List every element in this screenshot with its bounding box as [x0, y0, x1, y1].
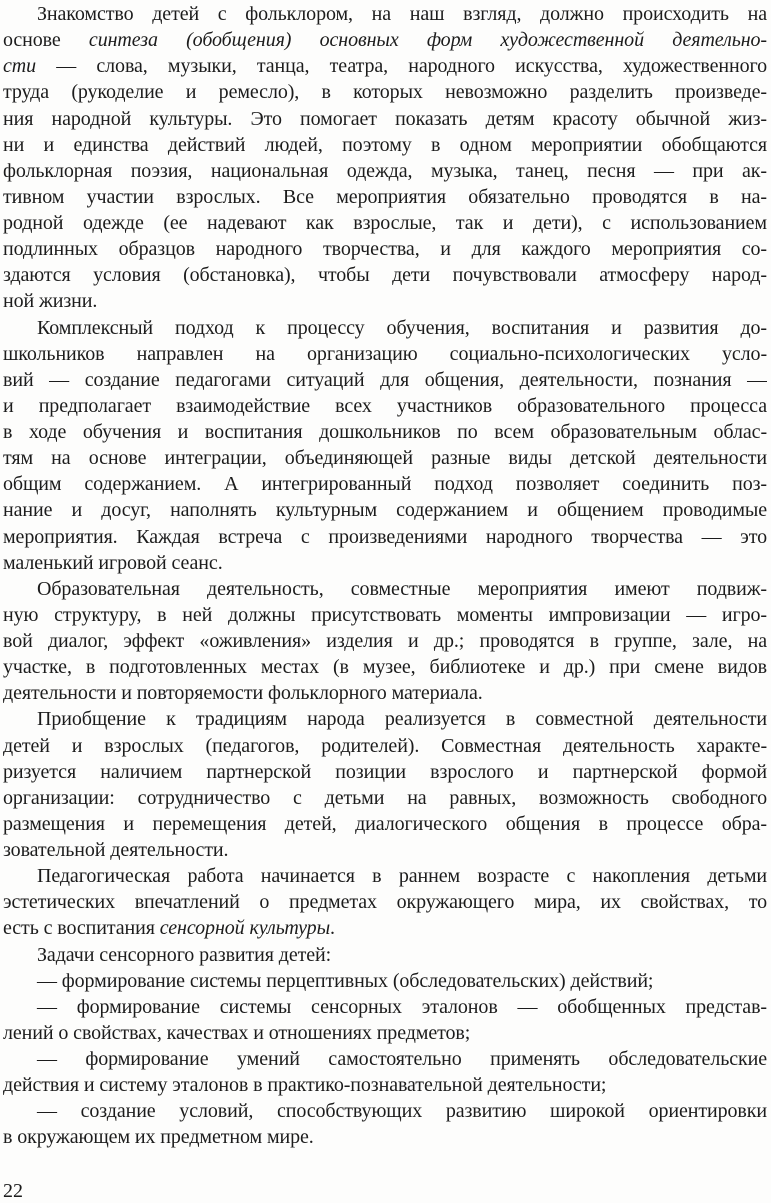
text-segment: здаются условия (обстановка), чтобы дети почувствовали атмосферу народ- — [3, 264, 767, 287]
text-line — [3, 733, 767, 759]
text-segment: фольклорная поэзия, национальная одежда, музыка, танец, песня — при ак- — [3, 159, 767, 182]
text-segment: организации: сотрудничество с детьми на равных, возможность свободного — [3, 786, 767, 809]
text-line — [3, 1098, 767, 1124]
text-segment: в окружающем их предметном мире. — [3, 1126, 314, 1149]
text-segment: детей и взрослых (педагогов, родителей). Совместная деятельность характе- — [3, 734, 767, 757]
text-line — [3, 837, 767, 863]
text-segment: ни и единства действий людей, поэтому в одном мероприятии обобщаются — [3, 133, 767, 156]
text-line — [3, 132, 767, 158]
text-segment: подлинных образцов народного творчества, и для каждого мероприятия со- — [3, 238, 767, 261]
text-line — [3, 706, 767, 732]
text-line — [3, 576, 767, 602]
text-segment: и предполагает взаимодействие всех участников образовательного процесса — [3, 394, 767, 417]
text-line — [3, 942, 767, 968]
italic-text-segment: синтеза (обобщения) основных форм художественной деятельно- — [88, 29, 767, 52]
text-line — [3, 210, 767, 236]
text-segment: Педагогическая работа начинается в раннем возрасте с накопления детьми — [37, 865, 767, 888]
text-segment: школьников направлен на организацию социально-психологических усло- — [3, 342, 767, 365]
text-line — [3, 968, 767, 994]
text-segment: зовательной деятельности. — [3, 839, 229, 861]
text-line — [3, 1046, 767, 1072]
text-line — [3, 1124, 767, 1150]
text-line — [3, 158, 767, 184]
text-segment: Комплексный подход к процессу обучения, воспитания и развития до- — [37, 316, 767, 339]
text-line — [3, 811, 767, 837]
text-segment: труда (рукоделие и ремесло), в которых невозможно разделить произведе- — [3, 81, 767, 104]
text-line — [3, 53, 767, 79]
text-line — [3, 628, 767, 654]
text-line — [3, 602, 767, 628]
text-segment: родной одежде (ее надевают как взрослые, так и дети), с использованием — [3, 212, 767, 234]
text-segment: вой диалог, эффект «оживления» изделия и др.; проводятся в группе, зале, на — [3, 630, 767, 652]
text-segment: ризуется наличием партнерской позиции взрослого и партнерской формой — [3, 760, 767, 783]
text-segment: ния народной культуры. Это помогает показать детям красоту обычной жиз- — [3, 107, 767, 130]
text-segment: нание и досуг, наполнять культурным содержанием и общением проводимые — [3, 499, 767, 522]
text-line — [3, 79, 767, 105]
text-line — [3, 471, 767, 497]
italic-text-segment: сти — [3, 55, 37, 78]
text-segment: мероприятия. Каждая встреча с произведениями народного творчества — это — [3, 525, 767, 548]
text-block — [3, 1, 767, 1151]
page-number: 22 — [3, 1180, 23, 1202]
text-segment: участке, в подготовленных местах (в музее, библиотеке и др.) при смене видов — [3, 656, 767, 679]
text-segment: в ходе обучения и воспитания дошкольников по всем образовательным облас- — [3, 421, 767, 443]
text-line — [3, 497, 767, 523]
text-line — [3, 524, 767, 550]
text-segment: есть с воспитания — [3, 917, 160, 940]
text-segment: вий — создание педагогами ситуаций для общения, деятельности, познания — — [3, 368, 767, 391]
text-segment: — формирование системы перцептивных (обследовательских) действий; — [37, 969, 654, 992]
text-line — [3, 785, 767, 811]
text-line — [3, 654, 767, 680]
text-line — [3, 863, 767, 889]
text-line — [3, 236, 767, 262]
text-segment: тивном участии взрослых. Все мероприятия обязательно проводятся в на- — [3, 185, 767, 208]
text-line — [3, 680, 767, 706]
text-segment: . — [330, 917, 335, 940]
text-line — [3, 262, 767, 288]
text-segment: — слова, музыки, танца, театра, народного искусства, художественного — [36, 55, 767, 78]
text-line — [3, 1020, 767, 1046]
text-segment: маленький игровой сеанс. — [3, 551, 223, 574]
text-line — [3, 1, 767, 27]
text-line — [3, 550, 767, 576]
text-segment: размещения и перемещения детей, диалогического общения в процессе обра- — [3, 812, 767, 835]
text-line — [3, 106, 767, 132]
text-segment: — создание условий, способствующих развитию широкой ориентировки — [37, 1100, 767, 1123]
text-segment: — формирование умений самостоятельно применять обследовательские — [37, 1048, 767, 1070]
text-segment: эстетических впечатлений о предметах окружающего мира, их свойствах, то — [3, 891, 767, 914]
text-segment: Знакомство детей с фольклором, на наш взгляд, должно происходить на — [37, 3, 767, 25]
text-line — [3, 419, 767, 445]
text-line — [3, 184, 767, 210]
text-segment: ную структуру, в ней должны присутствовать моменты импровизации — игро- — [3, 603, 767, 626]
text-segment: деятельности и повторяемости фольклорного материала. — [3, 682, 483, 705]
text-line — [3, 1072, 767, 1098]
text-segment: Образовательная деятельность, совместные мероприятия имеют подвиж- — [37, 577, 767, 600]
text-line — [3, 994, 767, 1020]
italic-text-segment: сенсорной культуры — [159, 917, 331, 940]
text-line — [3, 889, 767, 915]
text-line — [3, 445, 767, 471]
text-line — [3, 759, 767, 785]
text-line — [3, 341, 767, 367]
text-segment: — формирование системы сенсорных эталонов — обобщенных представ- — [37, 995, 767, 1018]
text-segment: ной жизни. — [3, 290, 98, 313]
text-segment: Задачи сенсорного развития детей: — [37, 943, 332, 966]
text-segment: общим содержанием. А интегрированный подход позволяет соединить поз- — [3, 473, 767, 496]
text-line — [3, 288, 767, 314]
text-line — [3, 367, 767, 393]
text-line — [3, 393, 767, 419]
text-segment: тям на основе интеграции, объединяющей разные виды детской деятельности — [3, 447, 767, 470]
text-segment: основе — [3, 29, 89, 52]
text-line — [3, 915, 767, 941]
text-segment: лений о свойствах, качествах и отношениях предметов; — [3, 1021, 471, 1044]
text-segment: Приобщение к традициям народа реализуется в совместной деятельности — [37, 708, 767, 731]
text-line — [3, 27, 767, 53]
text-line — [3, 315, 767, 341]
text-segment: действия и систему эталонов в практико-познавательной деятельности; — [3, 1074, 607, 1097]
